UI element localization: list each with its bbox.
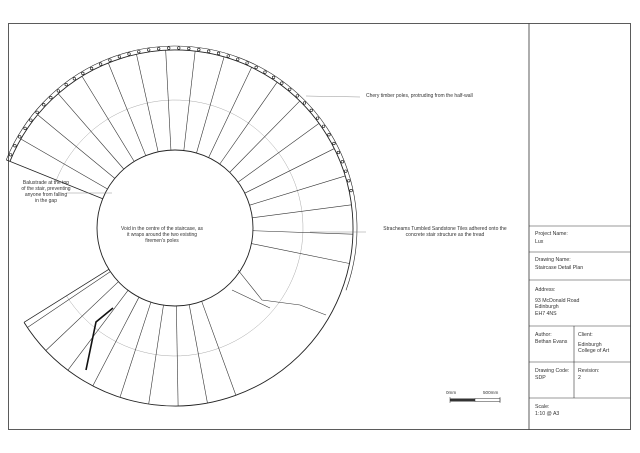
timber-pole — [264, 71, 267, 74]
project-name-value: Lux — [535, 239, 544, 246]
balustrade-line: of the stair, preventing — [21, 186, 71, 192]
timber-pole — [322, 125, 325, 128]
timber-pole — [42, 103, 45, 106]
revision-cell — [578, 368, 628, 381]
scale-bar-start-label: 0mm — [446, 390, 457, 395]
scale-bar-end-label: 500mm — [483, 390, 499, 395]
stair-tread — [93, 297, 139, 386]
timber-pole — [138, 50, 141, 53]
stair-tread — [108, 63, 145, 156]
scale-value: 1:10 @ A3 — [535, 411, 560, 418]
timber-pole — [345, 170, 348, 173]
revision-value: 2 — [578, 375, 581, 382]
scale-label: Scale: — [535, 404, 550, 410]
timber-pole — [147, 49, 150, 52]
void-annotation — [112, 226, 212, 244]
timber-pole — [9, 153, 12, 156]
leader-lines — [66, 96, 366, 232]
stair-tread — [245, 149, 334, 194]
timber-pole — [82, 72, 85, 75]
timber-pole — [337, 151, 340, 154]
timber-pole — [99, 63, 102, 66]
timber-pole — [272, 76, 275, 79]
timber-pole — [303, 102, 306, 105]
stair-tread — [202, 301, 236, 395]
stair-tread — [149, 305, 164, 404]
stair-tread — [252, 205, 351, 218]
stair-tread — [68, 290, 128, 370]
tiles-line: concrete stair structure as the tread — [405, 232, 485, 238]
stair-tread — [120, 302, 151, 397]
stair-tread — [189, 305, 207, 403]
landing-edge — [238, 270, 326, 315]
stair-tread — [250, 176, 346, 205]
timber-pole — [128, 53, 131, 56]
balustrade-line: Balustrade at the top — [22, 180, 70, 186]
timber-pole — [24, 127, 27, 130]
void-line: firemen's poles — [145, 238, 179, 244]
timber-pole — [328, 133, 331, 136]
scale-cell — [535, 404, 625, 417]
stair-tread — [230, 101, 300, 172]
void-line: Void in the centre of the staircase, as — [121, 226, 203, 232]
address-line: Edinburgh — [535, 304, 559, 311]
drawing-code-cell — [535, 368, 573, 381]
balustrade-line: anyone from falling — [24, 192, 68, 198]
balustrade-line: in the gap — [35, 198, 57, 204]
stair-tread — [197, 57, 225, 153]
drawing-code-value: SDP — [535, 375, 546, 382]
project-name-label: Project Name: — [535, 231, 568, 237]
client-cell — [578, 332, 628, 355]
timber-pole — [333, 142, 336, 145]
address-line: EH7 4NS — [535, 310, 557, 317]
timber-pole — [246, 62, 249, 65]
stair-tread — [209, 67, 252, 157]
address-cell — [535, 287, 625, 317]
timber-pole — [30, 119, 33, 122]
timber-pole — [36, 111, 39, 114]
address-label: Address: — [535, 287, 556, 293]
tiles-line: Stracheams Tumbled Sandstone Tiles adhered onto the — [383, 226, 507, 232]
timber-pole — [227, 55, 230, 58]
timber-pole — [14, 144, 17, 147]
timber-pole — [236, 58, 239, 61]
timber-pole — [188, 47, 191, 50]
drawing-name-value: Staircase Detail Plan — [535, 265, 584, 272]
timber-pole — [157, 47, 160, 50]
stair-tread — [38, 115, 115, 179]
landing-edge — [232, 290, 270, 308]
timber-pole — [316, 117, 319, 120]
timber-pole — [281, 82, 284, 85]
timber-pole — [177, 47, 180, 50]
stair-tread — [82, 76, 134, 161]
author-cell — [535, 332, 573, 345]
timber-pole — [109, 59, 112, 62]
project-name-cell — [535, 231, 625, 245]
timber-pole — [341, 160, 344, 163]
stair-tread — [220, 82, 277, 164]
timber-pole — [255, 66, 258, 69]
timber-pole — [118, 56, 121, 59]
timber-pole — [198, 48, 201, 51]
timber-pole — [350, 189, 353, 192]
timber-pole — [57, 90, 60, 93]
void-line: it wraps around the two existing — [126, 232, 198, 238]
timber-pole — [296, 95, 299, 98]
timber-pole — [90, 67, 93, 70]
half-wall-arc — [6, 46, 357, 290]
client-line: Edinburgh — [578, 342, 602, 349]
drawing-code-label: Drawing Code: — [535, 368, 570, 374]
revision-label: Revision: — [578, 368, 600, 374]
timber-pole — [310, 109, 313, 112]
drawing-name-label: Drawing Name: — [535, 257, 571, 263]
timber-pole — [73, 77, 76, 80]
timber-pole — [50, 96, 53, 99]
author-label: Author: — [535, 332, 552, 338]
stair-tread — [251, 244, 349, 264]
scale-bar — [450, 397, 500, 403]
stair-tread — [27, 272, 110, 328]
poles-annotation: Chery timber poles, protruding from the half-wall — [366, 93, 473, 99]
address-line: 93 McDonald Road — [535, 298, 580, 305]
timber-pole — [347, 180, 350, 183]
stair-tread — [46, 282, 119, 351]
timber-pole — [65, 83, 68, 86]
balustrade — [86, 308, 113, 370]
stair-tread — [136, 54, 158, 152]
balustrade-annotation — [16, 180, 76, 204]
stair-tread — [184, 51, 195, 150]
client-label: Client: — [578, 332, 593, 338]
timber-pole — [18, 136, 21, 139]
timber-pole — [217, 52, 220, 55]
timber-pole — [167, 47, 170, 50]
author-value: Bethan Evans — [535, 339, 568, 346]
timber-pole — [288, 88, 291, 91]
client-line: College of Art — [578, 348, 610, 355]
timber-pole — [207, 50, 210, 53]
drawing-name-cell — [535, 257, 625, 271]
tiles-annotation — [370, 226, 520, 238]
stair-tread — [238, 123, 319, 182]
flight-bottom-edge — [24, 269, 109, 322]
